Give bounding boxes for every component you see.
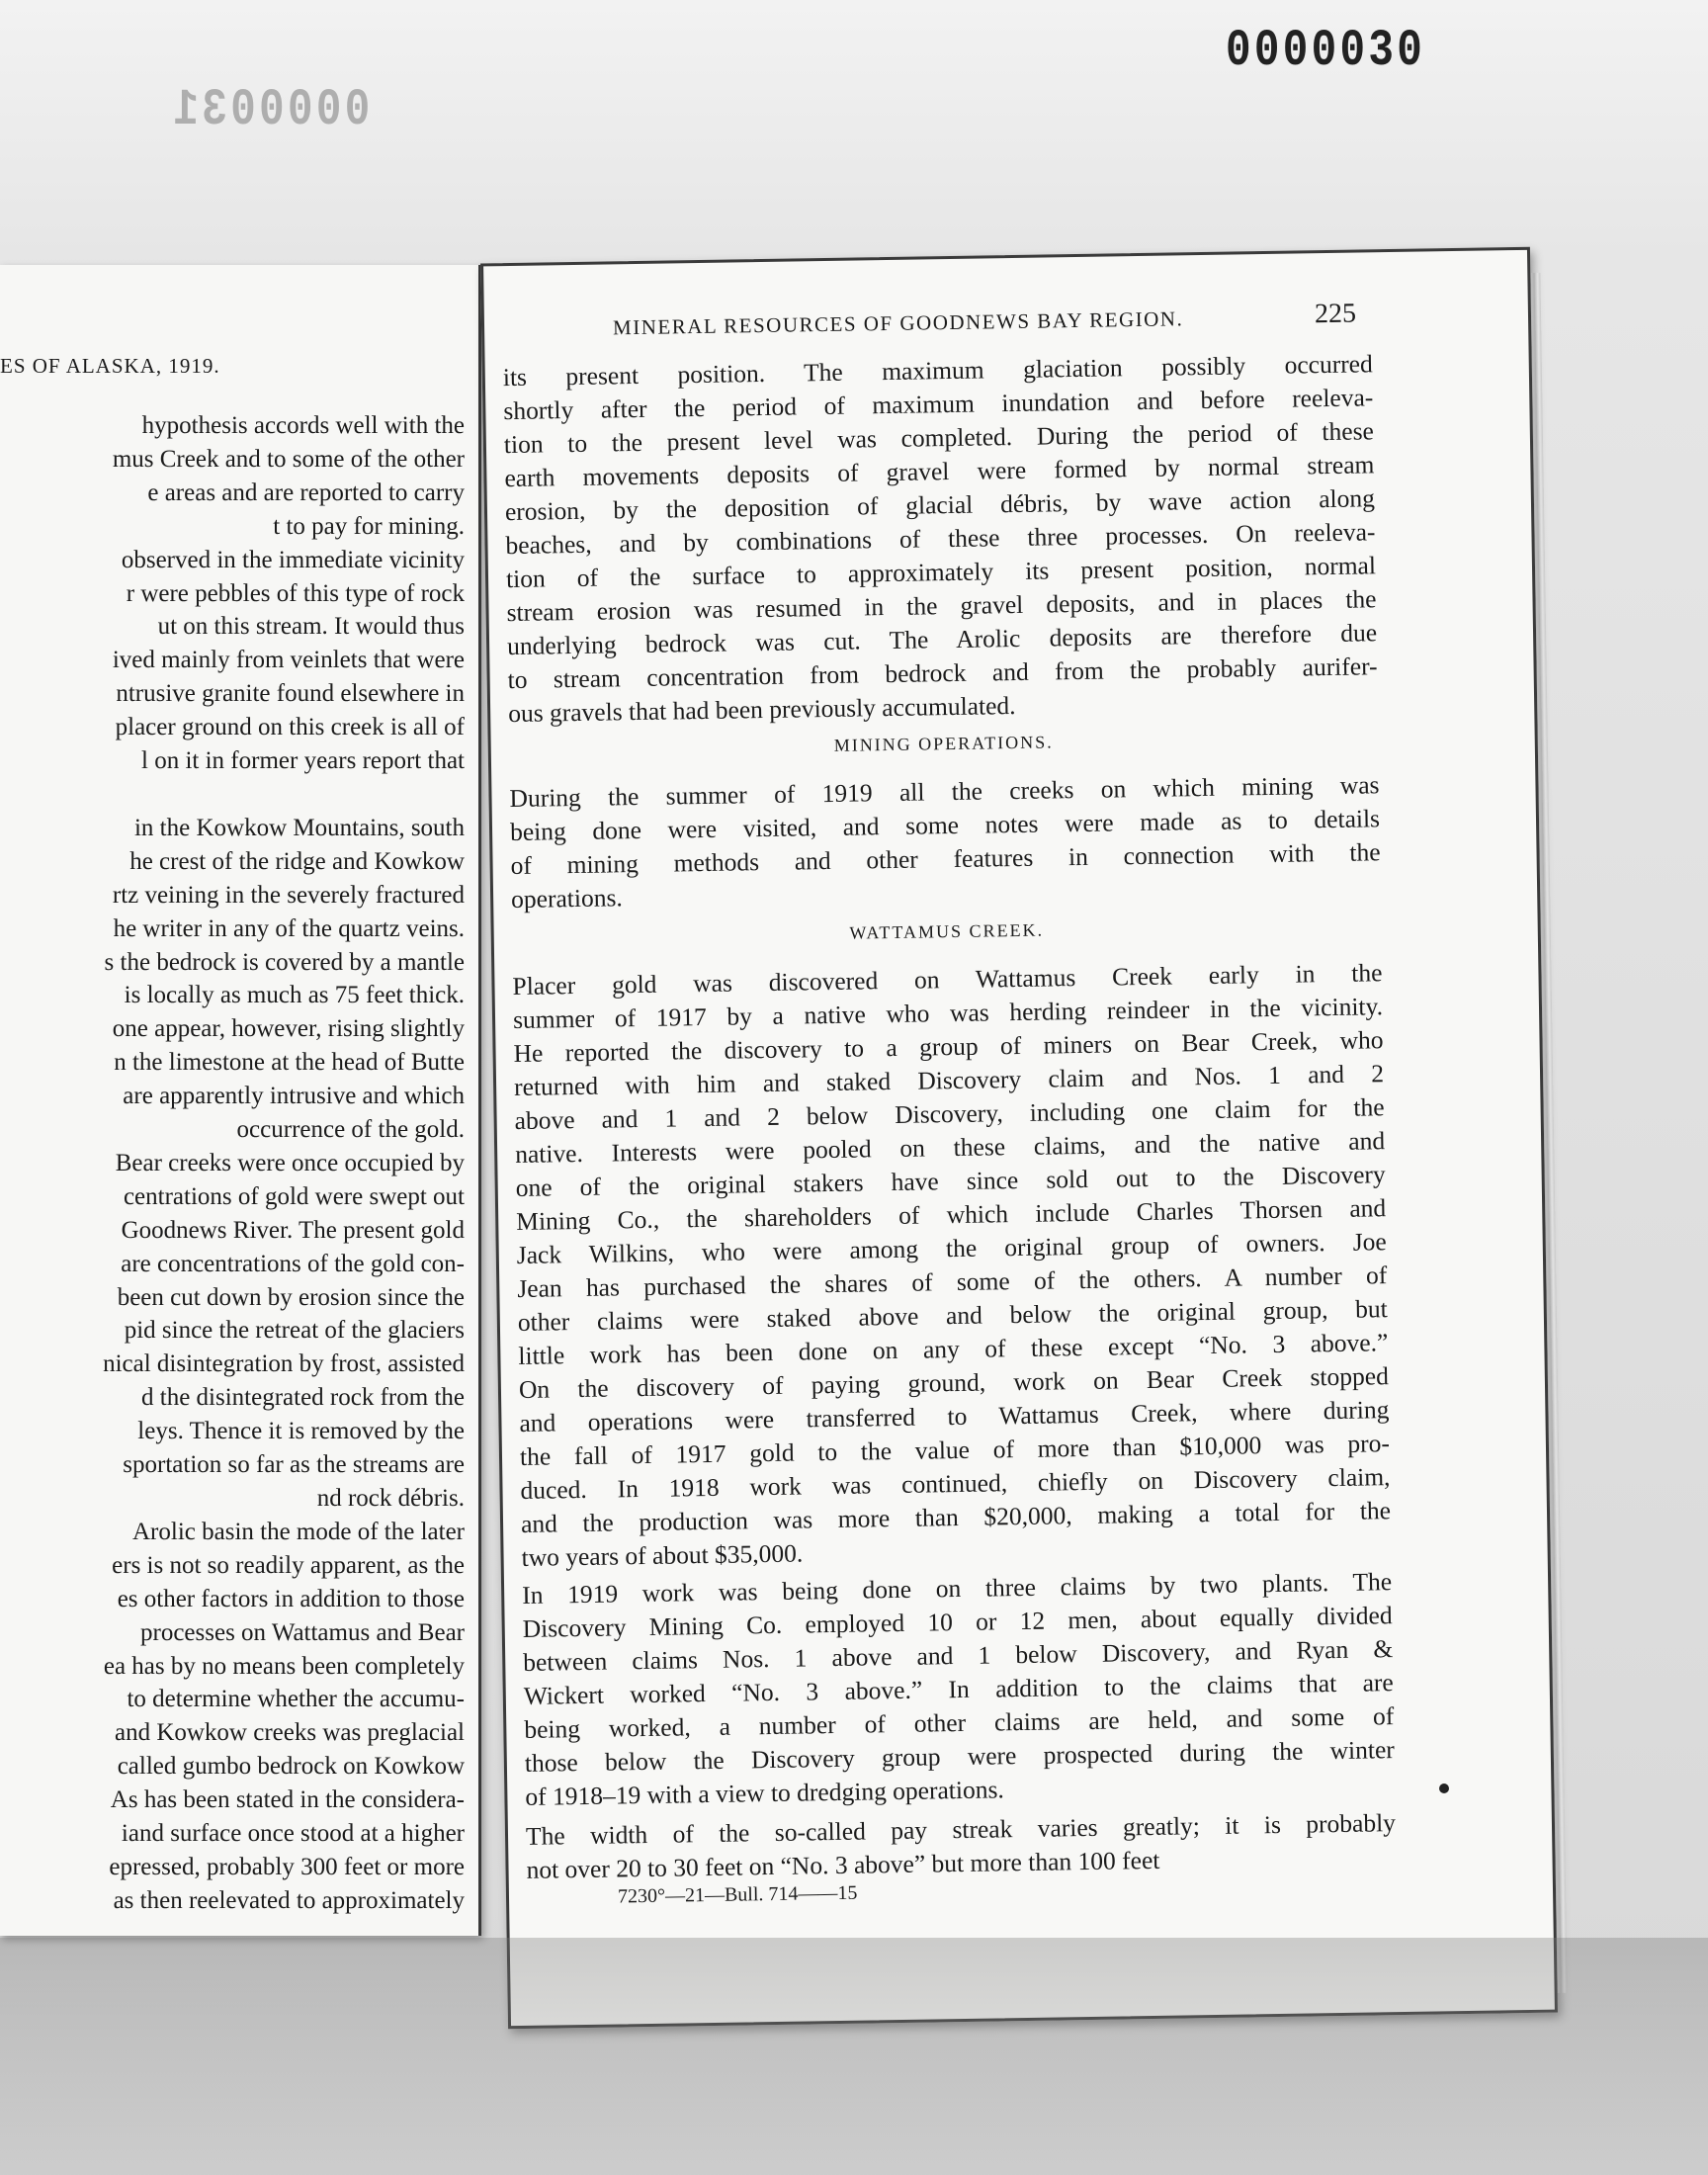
text-line: During the summer of 1919 all the creeks on which mining was <box>509 770 1380 814</box>
left-text-line: es other factors in addition to those <box>117 1585 465 1612</box>
page-stamp-number: 0000030 <box>1226 22 1426 80</box>
left-text-line: and Kowkow creeks was preglacial <box>114 1719 465 1747</box>
right-page <box>480 247 1558 2029</box>
left-text-line: Bear creeks were once occupied by <box>115 1149 465 1176</box>
text-line: little work has been done on any of these except “No. 3 above.” <box>518 1328 1389 1370</box>
left-text-line: d the disintegrated rock from the <box>141 1384 465 1412</box>
left-text-line: occurrence of the gold. <box>236 1116 465 1144</box>
left-text-line: been cut down by erosion since the <box>117 1283 465 1311</box>
text-line: Placer gold was discovered on Wattamus Creek early in the <box>512 958 1383 1001</box>
left-text-line: he writer in any of the quartz veins. <box>113 914 465 942</box>
left-text-line: Arolic basin the mode of the later <box>132 1518 465 1545</box>
left-text-line: hypothesis accords well with the <box>141 412 465 439</box>
left-text-line: placer ground on this creek is all of <box>115 714 465 741</box>
text-line: other claims were staked above and below the original group, but <box>517 1294 1388 1337</box>
text-line: He reported the discovery to a group of miners on Bear Creek, who <box>513 1025 1384 1069</box>
left-text-line: t to pay for mining. <box>273 512 465 540</box>
text-line: ous gravels that had been previously accumulated. <box>507 691 1016 729</box>
left-text-line: in the Kowkow Mountains, south <box>133 814 465 841</box>
text-line: of 1918–19 with a view to dredging operations. <box>525 1775 1004 1811</box>
left-text-line: to determine whether the accumu- <box>127 1686 465 1713</box>
text-line: of mining methods and other features in connection with the <box>510 837 1381 881</box>
text-line: above and 1 and 2 below Discovery, including one claim for the <box>514 1092 1385 1136</box>
left-text-line: epressed, probably 300 feet or more <box>109 1853 465 1880</box>
text-line: shortly after the period of maximum inundation and before reeleva- <box>503 383 1374 426</box>
left-text-line: observed in the immediate vicinity <box>121 546 465 573</box>
left-text-line: nd rock débris. <box>316 1485 465 1512</box>
left-text-line: r were pebbles of this type of rock <box>126 579 465 607</box>
paragraph-wattamus-discovery <box>512 956 1392 1575</box>
text-line: stream erosion was resumed in the gravel deposits, and in places the <box>506 584 1377 628</box>
text-line: underlying bedrock was cut. The Arolic deposits are therefore due <box>506 618 1378 661</box>
text-line: tion of the surface to approximately its present position, normal <box>505 551 1377 594</box>
signature-footnote: 7230°—21—Bull. 714——15 <box>617 1881 858 1908</box>
text-line: Jean has purchased the shares of some of the others. A number of <box>517 1261 1388 1303</box>
paragraph-mining-operations <box>509 768 1381 916</box>
text-line: The width of the so-called pay streak varies greatly; it is probably <box>525 1808 1397 1851</box>
left-running-head: ES OF ALASKA, 1919. <box>0 354 220 378</box>
text-line: In 1919 work was being done on three claims by two plants. The <box>521 1567 1393 1610</box>
heading-wattamus-creek: WATTAMUS CREEK. <box>849 919 1045 943</box>
text-line: duced. In 1918 work was continued, chiefly on Discovery claim, <box>520 1462 1391 1505</box>
left-text-line: As has been stated in the considera- <box>110 1786 465 1814</box>
left-text-line: rtz veining in the severely fractured <box>112 881 465 909</box>
text-line: and the production was more than $20,000, making a total for the <box>520 1496 1392 1538</box>
left-text-line: leys. Thence it is removed by the <box>137 1418 465 1445</box>
left-text-line: nical disintegration by frost, assisted <box>103 1350 465 1378</box>
text-line: On the discovery of paying ground, work on Bear Creek stopped <box>518 1361 1390 1404</box>
left-text-line: centrations of gold were swept out <box>123 1182 465 1210</box>
left-text-line: as then reelevated to approximately <box>113 1886 465 1914</box>
margin-dot <box>1439 1784 1449 1793</box>
left-text-line: n the limestone at the head of Butte <box>114 1049 465 1077</box>
text-line: to stream concentration from bedrock and from the probably aurifer- <box>507 652 1378 695</box>
bottom-shadow <box>0 1938 1708 2175</box>
text-line: being worked, a number of other claims are held, and some of <box>524 1701 1395 1744</box>
left-text-line: called gumbo bedrock on Kowkow <box>117 1753 465 1781</box>
text-line: erosion, by the deposition of glacial débris, by wave action along <box>504 483 1376 527</box>
text-line: one of the original stakers have since sold out to the Discovery <box>515 1160 1386 1203</box>
running-head: MINERAL RESOURCES OF GOODNEWS BAY REGION. <box>612 306 1184 340</box>
text-line: between claims Nos. 1 above and 1 below Discovery, and Ryan & <box>523 1634 1394 1677</box>
text-line: Wickert worked “No. 3 above.” In addition to the claims that are <box>523 1668 1394 1710</box>
text-line: Discovery Mining Co. employed 10 or 12 men, about equally divided <box>522 1601 1393 1643</box>
heading-mining-operations: MINING OPERATIONS. <box>833 732 1054 755</box>
text-line: its present position. The maximum glaciation possibly occurred <box>502 349 1373 392</box>
left-text-line: ntrusive granite found elsewhere in <box>116 680 465 708</box>
left-text-line: s the bedrock is covered by a mantle <box>104 948 465 976</box>
text-line: the fall of 1917 gold to the value of more than $10,000 was pro- <box>519 1429 1391 1471</box>
left-text-line: e areas and are reported to carry <box>147 478 465 506</box>
text-line: returned with him and staked Discovery claim and Nos. 1 and 2 <box>513 1059 1385 1102</box>
mirrored-stamp-number: 0000031 <box>170 81 371 139</box>
text-line: Mining Co., the shareholders of which include Charles Thorsen and <box>516 1193 1387 1236</box>
text-line: those below the Discovery group were prospected during the winter <box>524 1735 1395 1778</box>
text-line: Jack Wilkins, who were among the original group of owners. Joe <box>516 1227 1387 1269</box>
left-text-line: Goodnews River. The present gold <box>121 1216 465 1244</box>
text-line: beaches, and by combinations of these three processes. On reeleva- <box>505 517 1376 561</box>
text-line: and operations were transferred to Wattamus Creek, where during <box>519 1395 1390 1437</box>
left-text-line: is locally as much as 75 feet thick. <box>124 982 465 1009</box>
paragraph-1919-work <box>522 1565 1396 1814</box>
left-text-line: processes on Wattamus and Bear <box>140 1618 465 1646</box>
text-line: tion to the present level was completed. During the period of these <box>503 416 1375 460</box>
left-page-text <box>0 409 465 1918</box>
left-text-line: are apparently intrusive and which <box>123 1083 465 1110</box>
left-text-line: iand surface once stood at a higher <box>121 1820 465 1848</box>
left-text-line: are concentrations of the gold con- <box>121 1250 465 1277</box>
text-line: native. Interests were pooled on these claims, and the native and <box>514 1126 1386 1170</box>
left-page <box>0 265 481 1936</box>
left-text-line <box>0 778 465 812</box>
left-text-line: one appear, however, rising slightly <box>112 1015 465 1043</box>
text-line: earth movements deposits of gravel were formed by normal stream <box>504 450 1375 493</box>
text-line: not over 20 to 30 feet on “No. 3 above” but more than 100 feet <box>526 1845 1160 1884</box>
left-text-line: ers is not so readily apparent, as the <box>112 1551 465 1579</box>
left-text-line: ived mainly from veinlets that were <box>112 647 465 674</box>
left-text-line: ut on this stream. It would thus <box>157 613 465 641</box>
paragraph-pay-streak <box>526 1806 1397 1887</box>
page-number: 225 <box>1314 298 1357 330</box>
paragraph-glaciation <box>503 347 1379 731</box>
left-text-line: mus Creek and to some of the other <box>112 445 465 473</box>
text-line: operations. <box>510 883 623 914</box>
left-text-line: ea has by no means been completely <box>103 1652 465 1680</box>
left-text-line: pid since the retreat of the glaciers <box>124 1317 465 1345</box>
text-line: being done were visited, and some notes were made as to details <box>509 804 1381 847</box>
left-text-line: sportation so far as the streams are <box>123 1451 465 1479</box>
text-line: two years of about $35,000. <box>521 1538 804 1572</box>
left-text-line: he crest of the ridge and Kowkow <box>129 847 465 875</box>
text-line: summer of 1917 by a native who was herding reindeer in the vicinity. <box>512 992 1384 1035</box>
left-text-line: l on it in former years report that <box>141 747 465 775</box>
